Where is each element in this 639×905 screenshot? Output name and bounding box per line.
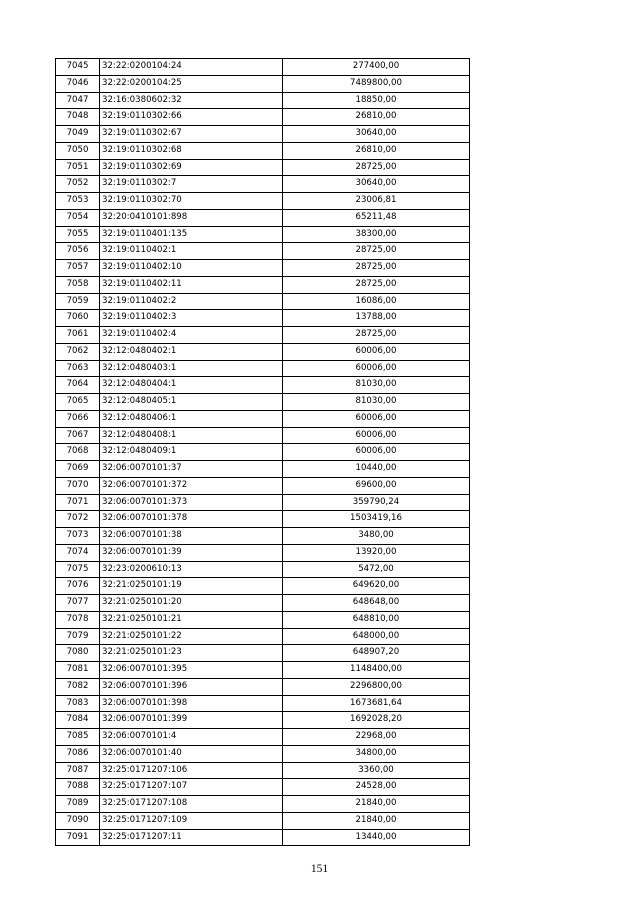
row-number-cell: 7058: [56, 276, 100, 293]
table-row: [56, 226, 470, 243]
row-number-cell: 7047: [56, 92, 100, 109]
value-cell: 16086,00: [283, 293, 470, 310]
row-number-cell: 7059: [56, 293, 100, 310]
table-row: [56, 92, 470, 109]
table-row: [56, 829, 470, 846]
cadastral-number-cell: 32:25:0171207:109: [100, 812, 283, 829]
value-cell: 1673681,64: [283, 695, 470, 712]
row-number-cell: 7052: [56, 176, 100, 193]
value-cell: 13788,00: [283, 310, 470, 327]
cadastral-number-cell: 32:19:0110302:70: [100, 193, 283, 210]
value-cell: 34800,00: [283, 745, 470, 762]
cadastral-number-cell: 32:19:0110402:1: [100, 243, 283, 260]
value-cell: 28725,00: [283, 260, 470, 277]
value-cell: 648648,00: [283, 595, 470, 612]
row-number-cell: 7077: [56, 595, 100, 612]
cadastral-number-cell: 32:06:0070101:4: [100, 729, 283, 746]
row-number-cell: 7082: [56, 678, 100, 695]
cadastral-number-cell: 32:12:0480402:1: [100, 343, 283, 360]
value-cell: 277400,00: [283, 59, 470, 76]
row-number-cell: 7066: [56, 410, 100, 427]
table-row: [56, 59, 470, 76]
cadastral-number-cell: 32:06:0070101:378: [100, 511, 283, 528]
table-row: [56, 796, 470, 813]
cadastral-number-cell: 32:06:0070101:38: [100, 528, 283, 545]
table-row: [56, 260, 470, 277]
cadastral-number-cell: 32:19:0110402:4: [100, 327, 283, 344]
row-number-cell: 7089: [56, 796, 100, 813]
cadastral-number-cell: 32:20:0410101:898: [100, 209, 283, 226]
table-row: [56, 544, 470, 561]
cadastral-number-cell: 32:12:0480406:1: [100, 410, 283, 427]
table-row: [56, 578, 470, 595]
value-cell: 30640,00: [283, 126, 470, 143]
row-number-cell: 7070: [56, 477, 100, 494]
value-cell: 81030,00: [283, 377, 470, 394]
cadastral-number-cell: 32:19:0110302:67: [100, 126, 283, 143]
table-row: [56, 712, 470, 729]
cadastral-number-cell: 32:21:0250101:22: [100, 628, 283, 645]
row-number-cell: 7050: [56, 142, 100, 159]
row-number-cell: 7045: [56, 59, 100, 76]
value-cell: 60006,00: [283, 360, 470, 377]
cadastral-number-cell: 32:19:0110401:135: [100, 226, 283, 243]
row-number-cell: 7055: [56, 226, 100, 243]
cadastral-number-cell: 32:12:0480404:1: [100, 377, 283, 394]
cadastral-number-cell: 32:06:0070101:40: [100, 745, 283, 762]
row-number-cell: 7079: [56, 628, 100, 645]
cadastral-number-cell: 32:19:0110302:68: [100, 142, 283, 159]
cadastral-number-cell: 32:22:0200104:24: [100, 59, 283, 76]
table-row: [56, 645, 470, 662]
table-row: [56, 729, 470, 746]
value-cell: 3480,00: [283, 528, 470, 545]
row-number-cell: 7085: [56, 729, 100, 746]
cadastral-number-cell: 32:19:0110402:10: [100, 260, 283, 277]
row-number-cell: 7090: [56, 812, 100, 829]
value-cell: 26810,00: [283, 142, 470, 159]
cadastral-number-cell: 32:25:0171207:108: [100, 796, 283, 813]
table-row: [56, 678, 470, 695]
cadastral-number-cell: 32:12:0480403:1: [100, 360, 283, 377]
row-number-cell: 7088: [56, 779, 100, 796]
row-number-cell: 7062: [56, 343, 100, 360]
value-cell: 648000,00: [283, 628, 470, 645]
cadastral-number-cell: 32:06:0070101:373: [100, 494, 283, 511]
cadastral-number-cell: 32:21:0250101:21: [100, 611, 283, 628]
row-number-cell: 7072: [56, 511, 100, 528]
table-row: [56, 595, 470, 612]
value-cell: 60006,00: [283, 427, 470, 444]
table-row: [56, 528, 470, 545]
value-cell: 38300,00: [283, 226, 470, 243]
row-number-cell: 7069: [56, 461, 100, 478]
table-row: [56, 142, 470, 159]
row-number-cell: 7065: [56, 394, 100, 411]
table-body: [56, 59, 470, 846]
row-number-cell: 7051: [56, 159, 100, 176]
value-cell: 3360,00: [283, 762, 470, 779]
value-cell: 13920,00: [283, 544, 470, 561]
value-cell: 65211,48: [283, 209, 470, 226]
cadastral-number-cell: 32:21:0250101:20: [100, 595, 283, 612]
cadastral-number-cell: 32:06:0070101:395: [100, 662, 283, 679]
row-number-cell: 7078: [56, 611, 100, 628]
value-cell: 26810,00: [283, 109, 470, 126]
value-cell: 359790,24: [283, 494, 470, 511]
cadastral-number-cell: 32:06:0070101:399: [100, 712, 283, 729]
cadastral-number-cell: 32:06:0070101:39: [100, 544, 283, 561]
cadastral-number-cell: 32:19:0110302:69: [100, 159, 283, 176]
cadastral-number-cell: 32:19:0110302:7: [100, 176, 283, 193]
value-cell: 5472,00: [283, 561, 470, 578]
cadastral-number-cell: 32:19:0110302:66: [100, 109, 283, 126]
value-cell: 28725,00: [283, 276, 470, 293]
row-number-cell: 7083: [56, 695, 100, 712]
value-cell: 21840,00: [283, 812, 470, 829]
table-row: [56, 176, 470, 193]
row-number-cell: 7054: [56, 209, 100, 226]
value-cell: 7489800,00: [283, 75, 470, 92]
value-cell: 28725,00: [283, 327, 470, 344]
row-number-cell: 7046: [56, 75, 100, 92]
row-number-cell: 7053: [56, 193, 100, 210]
value-cell: 69600,00: [283, 477, 470, 494]
value-cell: 21840,00: [283, 796, 470, 813]
value-cell: 13440,00: [283, 829, 470, 846]
cadastral-number-cell: 32:21:0250101:19: [100, 578, 283, 595]
row-number-cell: 7080: [56, 645, 100, 662]
row-number-cell: 7056: [56, 243, 100, 260]
value-cell: 1692028,20: [283, 712, 470, 729]
table-row: [56, 159, 470, 176]
cadastral-number-cell: 32:21:0250101:23: [100, 645, 283, 662]
table-row: [56, 209, 470, 226]
value-cell: 60006,00: [283, 343, 470, 360]
row-number-cell: 7049: [56, 126, 100, 143]
row-number-cell: 7060: [56, 310, 100, 327]
table-row: [56, 343, 470, 360]
row-number-cell: 7081: [56, 662, 100, 679]
table-row: [56, 779, 470, 796]
table-row: [56, 611, 470, 628]
cadastral-number-cell: 32:06:0070101:398: [100, 695, 283, 712]
row-number-cell: 7071: [56, 494, 100, 511]
value-cell: 60006,00: [283, 410, 470, 427]
value-cell: 22968,00: [283, 729, 470, 746]
table-row: [56, 762, 470, 779]
value-cell: 24528,00: [283, 779, 470, 796]
table-row: [56, 75, 470, 92]
value-cell: 10440,00: [283, 461, 470, 478]
table-row: [56, 193, 470, 210]
value-cell: 28725,00: [283, 159, 470, 176]
table-row: [56, 276, 470, 293]
row-number-cell: 7091: [56, 829, 100, 846]
cadastral-number-cell: 32:12:0480408:1: [100, 427, 283, 444]
row-number-cell: 7057: [56, 260, 100, 277]
table-row: [56, 444, 470, 461]
table-row: [56, 628, 470, 645]
table-row: [56, 243, 470, 260]
cadastral-number-cell: 32:19:0110402:2: [100, 293, 283, 310]
cadastral-number-cell: 32:06:0070101:372: [100, 477, 283, 494]
value-cell: 648810,00: [283, 611, 470, 628]
table-row: [56, 812, 470, 829]
table-row: [56, 109, 470, 126]
row-number-cell: 7076: [56, 578, 100, 595]
value-cell: 81030,00: [283, 394, 470, 411]
table-row: [56, 477, 470, 494]
row-number-cell: 7073: [56, 528, 100, 545]
table-row: [56, 310, 470, 327]
value-cell: 2296800,00: [283, 678, 470, 695]
table-row: [56, 394, 470, 411]
table-row: [56, 327, 470, 344]
cadastral-value-table: [55, 58, 470, 846]
cadastral-number-cell: 32:12:0480405:1: [100, 394, 283, 411]
table-row: [56, 695, 470, 712]
table-row: [56, 662, 470, 679]
row-number-cell: 7067: [56, 427, 100, 444]
table-row: [56, 293, 470, 310]
value-cell: 28725,00: [283, 243, 470, 260]
table-row: [56, 561, 470, 578]
cadastral-number-cell: 32:19:0110402:11: [100, 276, 283, 293]
cadastral-number-cell: 32:25:0171207:107: [100, 779, 283, 796]
row-number-cell: 7084: [56, 712, 100, 729]
cadastral-number-cell: 32:22:0200104:25: [100, 75, 283, 92]
cadastral-number-cell: 32:12:0480409:1: [100, 444, 283, 461]
row-number-cell: 7064: [56, 377, 100, 394]
table-row: [56, 461, 470, 478]
row-number-cell: 7086: [56, 745, 100, 762]
table-row: [56, 377, 470, 394]
row-number-cell: 7074: [56, 544, 100, 561]
cadastral-number-cell: 32:23:0200610:13: [100, 561, 283, 578]
cadastral-number-cell: 32:06:0070101:396: [100, 678, 283, 695]
table-row: [56, 745, 470, 762]
cadastral-number-cell: 32:19:0110402:3: [100, 310, 283, 327]
table-row: [56, 126, 470, 143]
row-number-cell: 7061: [56, 327, 100, 344]
row-number-cell: 7075: [56, 561, 100, 578]
value-cell: 1148400,00: [283, 662, 470, 679]
value-cell: 649620,00: [283, 578, 470, 595]
row-number-cell: 7087: [56, 762, 100, 779]
table-row: [56, 360, 470, 377]
value-cell: 30640,00: [283, 176, 470, 193]
table-row: [56, 494, 470, 511]
row-number-cell: 7068: [56, 444, 100, 461]
table-row: [56, 427, 470, 444]
value-cell: 23006,81: [283, 193, 470, 210]
cadastral-number-cell: 32:25:0171207:11: [100, 829, 283, 846]
table-row: [56, 511, 470, 528]
value-cell: 1503419,16: [283, 511, 470, 528]
cadastral-number-cell: 32:25:0171207:106: [100, 762, 283, 779]
row-number-cell: 7063: [56, 360, 100, 377]
page-number: 151: [310, 863, 329, 875]
table-row: [56, 410, 470, 427]
value-cell: 648907,20: [283, 645, 470, 662]
value-cell: 60006,00: [283, 444, 470, 461]
value-cell: 18850,00: [283, 92, 470, 109]
cadastral-number-cell: 32:16:0380602:32: [100, 92, 283, 109]
row-number-cell: 7048: [56, 109, 100, 126]
cadastral-number-cell: 32:06:0070101:37: [100, 461, 283, 478]
